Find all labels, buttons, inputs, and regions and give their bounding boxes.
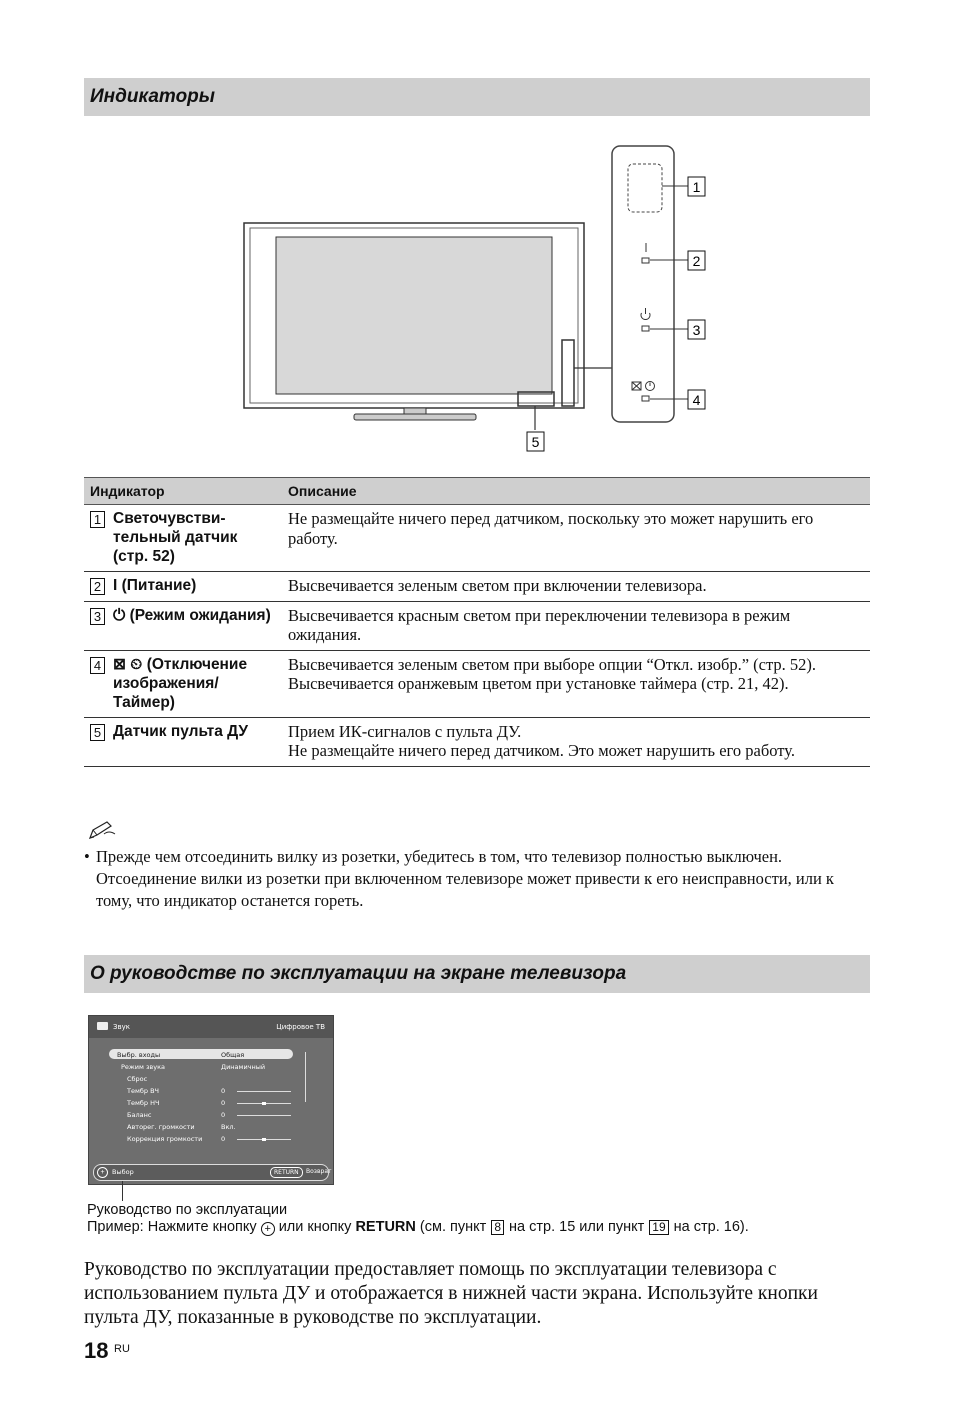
caption-example: Пример: Нажмите кнопку + или кнопку RETURN (см. пункт 8 на стр. 15 или пункт 19 на стр. 16).: [87, 1219, 749, 1235]
menu-title: Звук: [113, 1023, 130, 1031]
menu-item-value: 0: [221, 1087, 226, 1095]
picture-off-timer-icon: [632, 382, 655, 391]
svg-text:2: 2: [692, 253, 701, 269]
body-paragraph: Руководство по эксплуатации предоставляет помощь по эксплуатации телевизора с использованием пульта ДУ и отображается в нижней части экрана. Используйте кнопки пульта ДУ, показанные в руководстве по эксплуатации.: [84, 1259, 818, 1328]
table-row: [84, 601, 870, 650]
indicator-name: ⊠ ⏲ (Отключение изображения/ Таймер): [113, 655, 248, 711]
table-row: [84, 717, 870, 766]
indicator-name: Светочувстви-тельный датчик (стр. 52): [113, 510, 238, 565]
section-header-indicators: [84, 78, 870, 116]
indicator-description: Не размещайте ничего перед датчиком. Это может нарушить его работу.: [288, 741, 795, 760]
menu-item-label[interactable]: Тембр НЧ: [127, 1099, 160, 1107]
indicator-description: Высвечивается оранжевым цветом при установке таймера (стр. 21, 42).: [288, 674, 789, 693]
menu-item-value: 0: [221, 1135, 226, 1143]
menu-item-label[interactable]: Авторег. громкости: [127, 1123, 195, 1131]
power-standby-icon: [641, 308, 650, 320]
guide-return-label: Возврат: [306, 1168, 332, 1175]
row-number: 5: [90, 724, 105, 741]
svg-text:3: 3: [692, 322, 701, 338]
column-header-description: Описание: [282, 478, 870, 505]
note-paragraph: • Прежде чем отсоединить вилку из розетки, убедитесь в том, что телевизор полностью выключен. Отсоединение вилки из розетки при включенном телевизоре может привести к его неисправности, или к тому, что индикатор останется гореть.: [84, 846, 874, 912]
indicator-description: Не размещайте ничего перед датчиком, поскольку это может нарушить его работу.: [288, 509, 814, 548]
svg-text:1: 1: [692, 179, 701, 195]
callout-3: [688, 320, 705, 339]
row-number: 1: [90, 511, 105, 528]
indicator-description: Высвечивается красным светом при переключении телевизора в режим ожидания.: [288, 605, 791, 644]
section-title: Индикаторы: [90, 86, 216, 107]
table-row: [84, 572, 870, 602]
caption-title: Руководство по эксплуатации: [87, 1202, 288, 1218]
indicator-name: Датчик пульта ДУ: [113, 722, 249, 740]
indicator-table: [84, 477, 870, 767]
menu-header: [89, 1016, 333, 1038]
menu-item-value: 0: [221, 1099, 226, 1107]
svg-text:4: 4: [692, 392, 701, 408]
menu-source: Цифровое ТВ: [276, 1023, 325, 1031]
section-header-onscreen-guide: [84, 955, 870, 993]
menu-item-label[interactable]: Коррекция громкости: [127, 1135, 203, 1143]
menu-item-label[interactable]: Баланс: [127, 1111, 152, 1119]
menu-item-label[interactable]: Тембр ВЧ: [127, 1087, 159, 1095]
menu-item-label[interactable]: Режим звука: [121, 1063, 166, 1071]
select-button-icon: +: [261, 1222, 275, 1236]
callout-5: [527, 432, 544, 451]
slider-track[interactable]: [237, 1115, 291, 1116]
indicator-description: Высвечивается зеленым светом при включении телевизора.: [288, 576, 707, 595]
row-number: 3: [90, 608, 105, 625]
slider-thumb[interactable]: [262, 1138, 266, 1141]
guide-select-label: Выбор: [112, 1168, 134, 1176]
page-number: 18: [84, 1338, 109, 1363]
page-language: RU: [114, 1343, 130, 1355]
note-text: Прежде чем отсоединить вилку из розетки, убедитесь в том, что телевизор полностью выключен. Отсоединение вилки из розетки при включенном телевизоре может привести к его неисправности, или к тому, что индикатор останется гореть.: [96, 847, 834, 910]
section-title: О руководстве по эксплуатации на экране телевизора: [90, 963, 627, 984]
select-button-icon: +: [97, 1167, 108, 1178]
menu-item-value: Общая: [221, 1051, 245, 1059]
menu-item-label: Выбр. входы: [117, 1051, 161, 1059]
indicator-description: Прием ИК-сигналов с пульта ДУ.: [288, 721, 522, 741]
row-number: 4: [90, 657, 105, 674]
menu-list: [89, 1046, 333, 1146]
table-row: [84, 650, 870, 717]
menu-item-value: Динамичный: [221, 1063, 266, 1071]
indicator-description: Высвечивается зеленым светом при выборе опции “Откл. изобр.” (стр. 52).: [288, 654, 817, 674]
callout-1: [688, 177, 705, 196]
menu-item-label[interactable]: Сброс: [127, 1075, 148, 1083]
callout-2: [688, 251, 705, 270]
column-header-indicator: Индикатор: [84, 478, 282, 505]
indicator-name: ⏻ (Режим ожидания): [113, 606, 271, 624]
table-row: [84, 505, 870, 572]
menu-scrollbar[interactable]: [305, 1052, 306, 1102]
pencil-note-icon: [87, 820, 119, 840]
slider-track[interactable]: [237, 1091, 291, 1092]
row-number: 2: [90, 578, 105, 595]
tv-illustration: [244, 223, 612, 430]
guide-bar: [93, 1164, 332, 1181]
indicator-name: I (Питание): [113, 577, 197, 594]
tv-indicator-diagram: [236, 140, 716, 460]
toolbox-icon: [97, 1022, 108, 1030]
svg-text:5: 5: [531, 434, 540, 450]
menu-item-value: Вкл.: [221, 1123, 236, 1131]
callout-4: [688, 390, 705, 409]
table-header-row: [84, 478, 870, 505]
caption-pointer-line: [122, 1181, 123, 1201]
indicator-panel: [612, 146, 688, 422]
menu-item-value: 0: [221, 1111, 226, 1119]
slider-thumb[interactable]: [262, 1102, 266, 1105]
tv-menu-screenshot: [88, 1015, 334, 1185]
return-button-icon: RETURN: [270, 1167, 303, 1178]
